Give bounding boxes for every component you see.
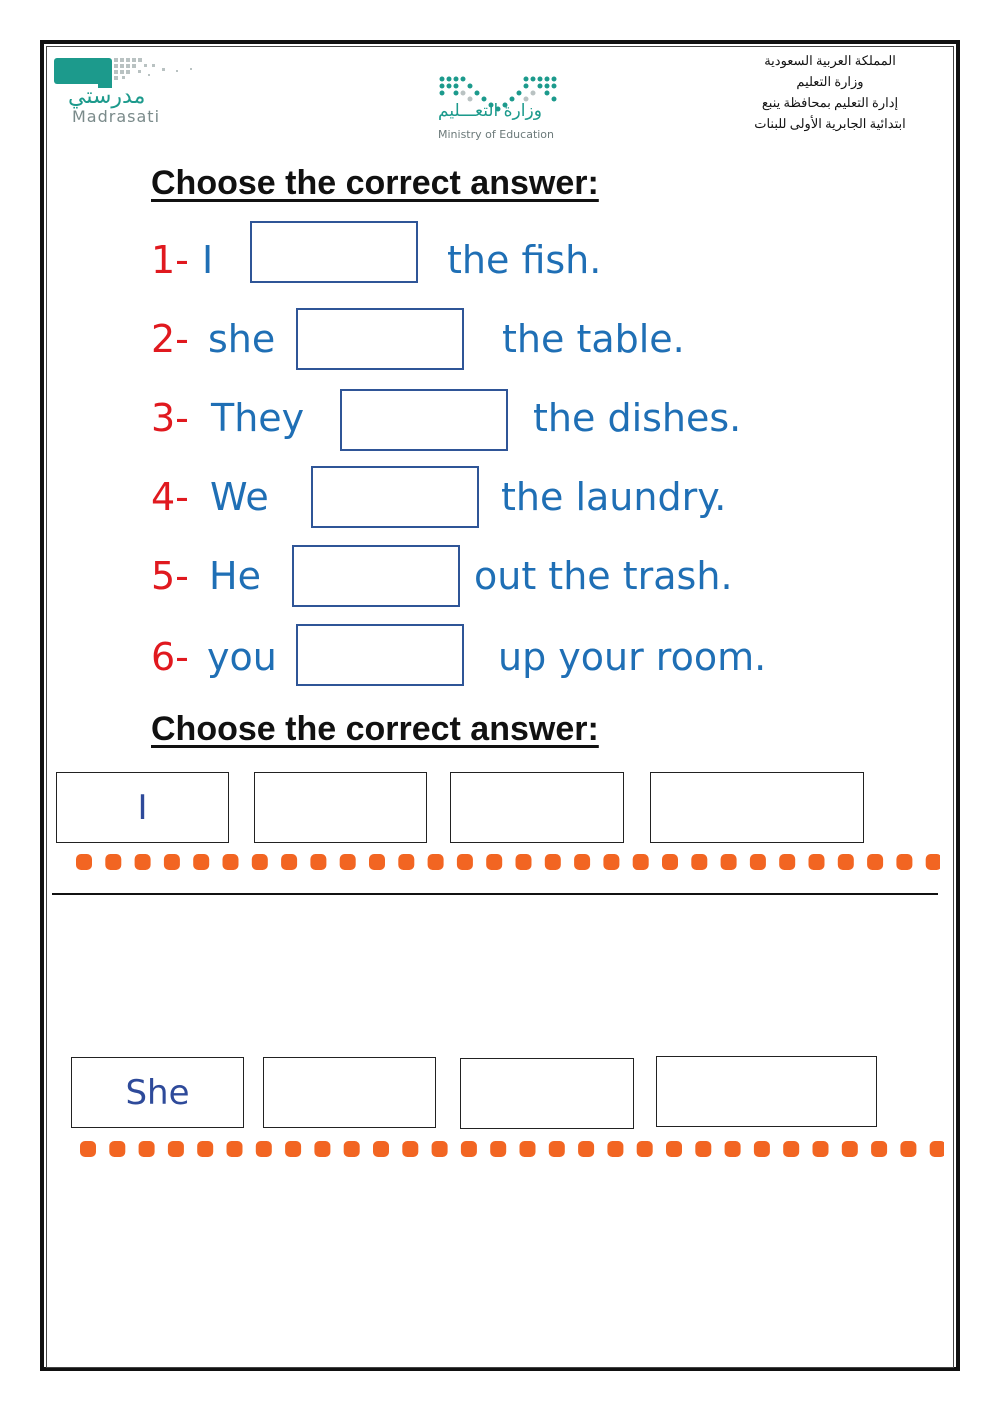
separator-dot	[344, 1141, 360, 1157]
word-box-row2-3[interactable]	[460, 1058, 634, 1129]
separator-dot	[545, 854, 561, 870]
separator-dot	[750, 854, 766, 870]
separator-dot	[168, 1141, 184, 1157]
madrasati-arabic-name: مدرستي	[68, 84, 146, 109]
separator-dot	[838, 854, 854, 870]
separator-dot	[373, 1141, 389, 1157]
question-rest: out the trash.	[474, 554, 733, 598]
separator-dot	[574, 854, 590, 870]
separator-dot	[252, 854, 268, 870]
separator-dot	[227, 1141, 243, 1157]
separator-dot	[695, 1141, 711, 1157]
question-subject: They	[211, 396, 305, 440]
separator-dot	[432, 1141, 448, 1157]
separator-dot	[164, 854, 180, 870]
word-box-row2-4[interactable]	[656, 1056, 877, 1127]
separator-dot	[516, 854, 532, 870]
word-box-row2-2[interactable]	[263, 1057, 436, 1128]
separator-dot	[486, 854, 502, 870]
separator-dot	[754, 1141, 770, 1157]
question-subject: I	[202, 238, 214, 282]
section-divider	[52, 893, 938, 895]
separator-dot	[314, 1141, 330, 1157]
separator-dot	[900, 1141, 916, 1157]
answer-box-6[interactable]	[296, 624, 464, 686]
separator-dot	[428, 854, 444, 870]
dotted-separator-1	[70, 852, 940, 872]
word-box-row1-2[interactable]	[254, 772, 427, 843]
separator-dot	[691, 854, 707, 870]
school-header	[710, 50, 950, 134]
separator-dot	[340, 854, 356, 870]
separator-dot	[578, 1141, 594, 1157]
header-line-country: المملكة العربية السعودية	[764, 53, 896, 68]
question-subject: she	[208, 317, 276, 361]
separator-dot	[662, 854, 678, 870]
separator-dot	[930, 1141, 944, 1157]
separator-dot	[926, 854, 940, 870]
separator-dot	[725, 1141, 741, 1157]
separator-dot	[871, 1141, 887, 1157]
separator-dot	[896, 854, 912, 870]
answer-box-3[interactable]	[340, 389, 508, 451]
separator-dot	[842, 1141, 858, 1157]
answer-box-2[interactable]	[296, 308, 464, 370]
question-number: 2-	[151, 317, 189, 361]
separator-dot	[603, 854, 619, 870]
question-subject: He	[209, 554, 261, 598]
separator-dot	[490, 1141, 506, 1157]
header-line-ministry: وزارة التعليم	[796, 74, 864, 89]
separator-dot	[80, 1141, 96, 1157]
separator-dot	[721, 854, 737, 870]
separator-dot	[867, 854, 883, 870]
word-box-row1-3[interactable]	[450, 772, 624, 843]
question-number: 1-	[151, 238, 189, 282]
separator-dot	[135, 854, 151, 870]
question-rest: up your room.	[498, 635, 767, 679]
separator-dot	[285, 1141, 301, 1157]
word-box-row1-1[interactable]: I	[56, 772, 229, 843]
answer-box-5[interactable]	[292, 545, 460, 607]
separator-dot	[76, 854, 92, 870]
separator-dot	[223, 854, 239, 870]
separator-dot	[813, 1141, 829, 1157]
separator-dot	[197, 1141, 213, 1157]
header-line-department: إدارة التعليم بمحافظة ينبع	[761, 95, 899, 110]
question-number: 4-	[151, 475, 189, 519]
separator-dot	[105, 854, 121, 870]
separator-dot	[783, 1141, 799, 1157]
separator-dot	[607, 1141, 623, 1157]
separator-dot	[193, 854, 209, 870]
header-line-school: ابتدائية الجابرية الأولى للبنات	[754, 116, 906, 131]
separator-dot	[520, 1141, 536, 1157]
ministry-arabic-name: وزارة التعـــليم	[438, 101, 542, 121]
separator-dot	[310, 854, 326, 870]
separator-dot	[369, 854, 385, 870]
question-rest: the dishes.	[533, 396, 742, 440]
section2-heading: Choose the correct answer:	[151, 710, 599, 748]
separator-dot	[666, 1141, 682, 1157]
question-number: 5-	[151, 554, 189, 598]
answer-box-4[interactable]	[311, 466, 479, 528]
separator-dot	[109, 1141, 125, 1157]
separator-dot	[779, 854, 795, 870]
question-number: 3-	[151, 396, 189, 440]
question-subject: you	[207, 635, 277, 679]
question-rest: the laundry.	[501, 475, 727, 519]
separator-dot	[637, 1141, 653, 1157]
answer-box-1[interactable]	[250, 221, 418, 283]
question-rest: the table.	[502, 317, 685, 361]
word-box-row2-1[interactable]: She	[71, 1057, 244, 1128]
question-rest: the fish.	[447, 238, 602, 282]
question-subject: We	[210, 475, 269, 519]
separator-dot	[402, 1141, 418, 1157]
separator-dot	[398, 854, 414, 870]
separator-dot	[461, 1141, 477, 1157]
word-box-row1-4[interactable]	[650, 772, 864, 843]
separator-dot	[281, 854, 297, 870]
section1-heading: Choose the correct answer:	[151, 164, 599, 202]
ministry-english-name: Ministry of Education	[438, 128, 555, 141]
separator-dot	[633, 854, 649, 870]
question-number: 6-	[151, 635, 189, 679]
madrasati-english-name: Madrasati	[72, 107, 161, 126]
separator-dot	[256, 1141, 272, 1157]
separator-dot	[139, 1141, 155, 1157]
separator-dot	[457, 854, 473, 870]
separator-dot	[549, 1141, 565, 1157]
separator-dot	[809, 854, 825, 870]
dotted-separator-2	[74, 1139, 944, 1159]
